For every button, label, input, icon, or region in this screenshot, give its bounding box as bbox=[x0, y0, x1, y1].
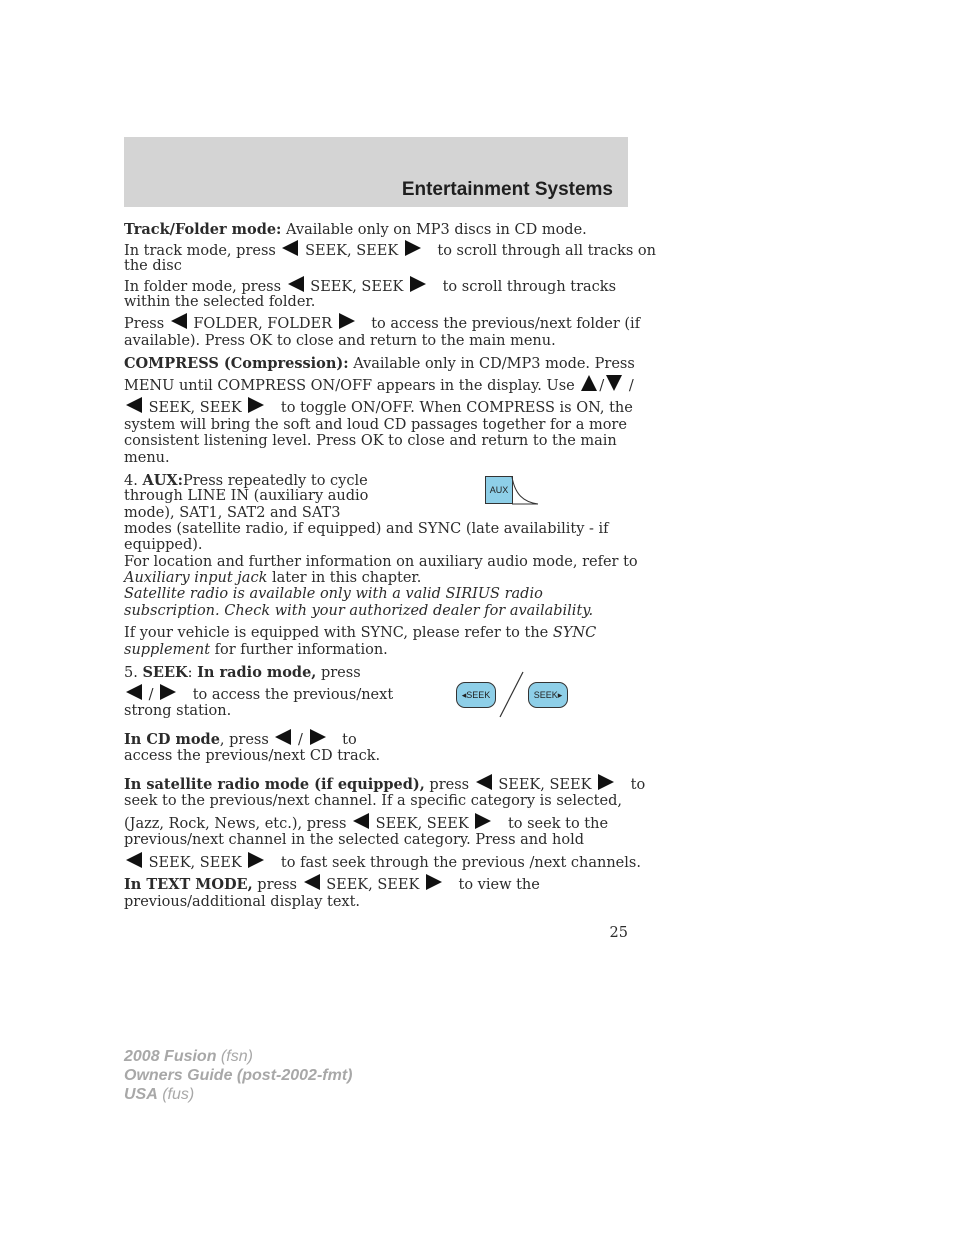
aux-line-4: modes (satellite radio, if equipped) and SYNC (late availability - if bbox=[124, 521, 609, 537]
track-line-6: Press FOLDER, FOLDER to access the previous/next folder (if bbox=[124, 313, 640, 333]
text-mode-line-2: previous/additional display text. bbox=[124, 894, 361, 910]
right-arrow-icon bbox=[248, 397, 264, 413]
left-arrow-icon bbox=[126, 684, 142, 700]
track-line-3: the disc bbox=[124, 258, 182, 274]
seek-buttons-figure bbox=[455, 668, 570, 720]
aux-line-10: If your vehicle is equipped with SYNC, please refer to the SYNC bbox=[124, 625, 597, 641]
left-arrow-icon bbox=[304, 874, 320, 890]
track-line-5: within the selected folder. bbox=[124, 294, 316, 310]
compress-line-1: COMPRESS (Compression): Available only in CD/MP3 mode. Press bbox=[124, 355, 635, 372]
track-line-2: In track mode, press SEEK, SEEK to scroll through all tracks on bbox=[124, 240, 656, 260]
left-arrow-icon bbox=[282, 240, 298, 256]
compress-line-5: consistent listening level. Press OK to close and return to the main bbox=[124, 433, 617, 449]
page-number: 25 bbox=[609, 925, 628, 941]
footer-line-2: Owners Guide (post-2002-fmt) bbox=[124, 1067, 353, 1084]
aux-button-figure bbox=[485, 476, 541, 508]
aux-line-3: mode), SAT1, SAT2 and SAT3 bbox=[124, 505, 341, 521]
text-mode-line-1: In TEXT MODE, press SEEK, SEEK to view the bbox=[124, 876, 540, 893]
sat-line-3: (Jazz, Rock, News, etc.), press SEEK, SEEK to seek to the bbox=[124, 813, 608, 833]
right-arrow-icon bbox=[410, 276, 426, 292]
aux-line-6: For location and further information on auxiliary audio mode, refer to bbox=[124, 554, 638, 570]
cd-line-2: access the previous/next CD track. bbox=[124, 748, 381, 764]
right-arrow-icon bbox=[310, 729, 326, 745]
left-arrow-icon bbox=[353, 813, 369, 829]
aux-line-2: through LINE IN (auxiliary audio bbox=[124, 488, 369, 504]
header-band bbox=[124, 137, 628, 207]
aux-line-1: 4. AUX:Press repeatedly to cycle bbox=[124, 472, 368, 489]
footer bbox=[124, 1047, 352, 1104]
sat-line-2: seek to the previous/next channel. If a specific category is selected, bbox=[124, 793, 622, 809]
seek-line-1: 5. SEEK: In radio mode, press bbox=[124, 664, 361, 681]
right-arrow-icon bbox=[426, 874, 442, 890]
left-arrow-icon bbox=[476, 774, 492, 790]
compress-line-2: MENU until COMPRESS ON/OFF appears in the display. Use / / bbox=[124, 375, 634, 395]
left-arrow-icon bbox=[288, 276, 304, 292]
compress-line-4: system will bring the soft and loud CD passages together for a more bbox=[124, 417, 627, 433]
right-arrow-icon bbox=[248, 852, 264, 868]
left-arrow-icon bbox=[126, 397, 142, 413]
seek-right-button: SEEK▸ bbox=[528, 682, 568, 708]
down-arrow-icon bbox=[606, 375, 622, 391]
aux-line-8: Satellite radio is available only with a valid SIRIUS radio bbox=[124, 586, 543, 602]
sat-line-1: In satellite radio mode (if equipped), press SEEK, SEEK to bbox=[124, 776, 646, 793]
footer-line-1: 2008 Fusion (fsn) bbox=[124, 1048, 253, 1065]
left-arrow-icon bbox=[126, 852, 142, 868]
section-title: Entertainment Systems bbox=[401, 179, 613, 200]
seek-line-2: / to access the previous/next bbox=[124, 684, 393, 704]
seek-line-3: strong station. bbox=[124, 703, 232, 719]
track-line-7: available). Press OK to close and return to the main menu. bbox=[124, 333, 556, 349]
seek-left-button: ◂SEEK bbox=[456, 682, 496, 708]
right-arrow-icon bbox=[475, 813, 491, 829]
footer-line-3: USA (fus) bbox=[124, 1086, 195, 1103]
left-arrow-icon bbox=[275, 729, 291, 745]
aux-curve-icon bbox=[485, 476, 541, 508]
right-arrow-icon bbox=[339, 313, 355, 329]
sat-line-5: SEEK, SEEK to fast seek through the previous /next channels. bbox=[124, 852, 641, 872]
compress-line-3: SEEK, SEEK to toggle ON/OFF. When COMPRESS is ON, the bbox=[124, 397, 633, 417]
aux-line-11: supplement for further information. bbox=[124, 642, 388, 658]
right-arrow-icon bbox=[598, 774, 614, 790]
cd-line-1: In CD mode, press / to bbox=[124, 731, 357, 748]
aux-line-5: equipped). bbox=[124, 537, 203, 553]
right-arrow-icon bbox=[405, 240, 421, 256]
up-arrow-icon bbox=[581, 375, 597, 391]
track-line-4: In folder mode, press SEEK, SEEK to scroll through tracks bbox=[124, 276, 616, 296]
aux-line-7: Auxiliary input jack later in this chapter. bbox=[124, 570, 422, 586]
right-arrow-icon bbox=[160, 684, 176, 700]
compress-line-6: menu. bbox=[124, 450, 170, 466]
left-arrow-icon bbox=[171, 313, 187, 329]
track-line-1: Track/Folder mode: Available only on MP3 discs in CD mode. bbox=[124, 221, 587, 238]
aux-button: AUX bbox=[485, 476, 513, 504]
aux-line-9: subscription. Check with your authorized dealer for availability. bbox=[124, 603, 594, 619]
sat-line-4: previous/next channel in the selected category. Press and hold bbox=[124, 832, 584, 848]
